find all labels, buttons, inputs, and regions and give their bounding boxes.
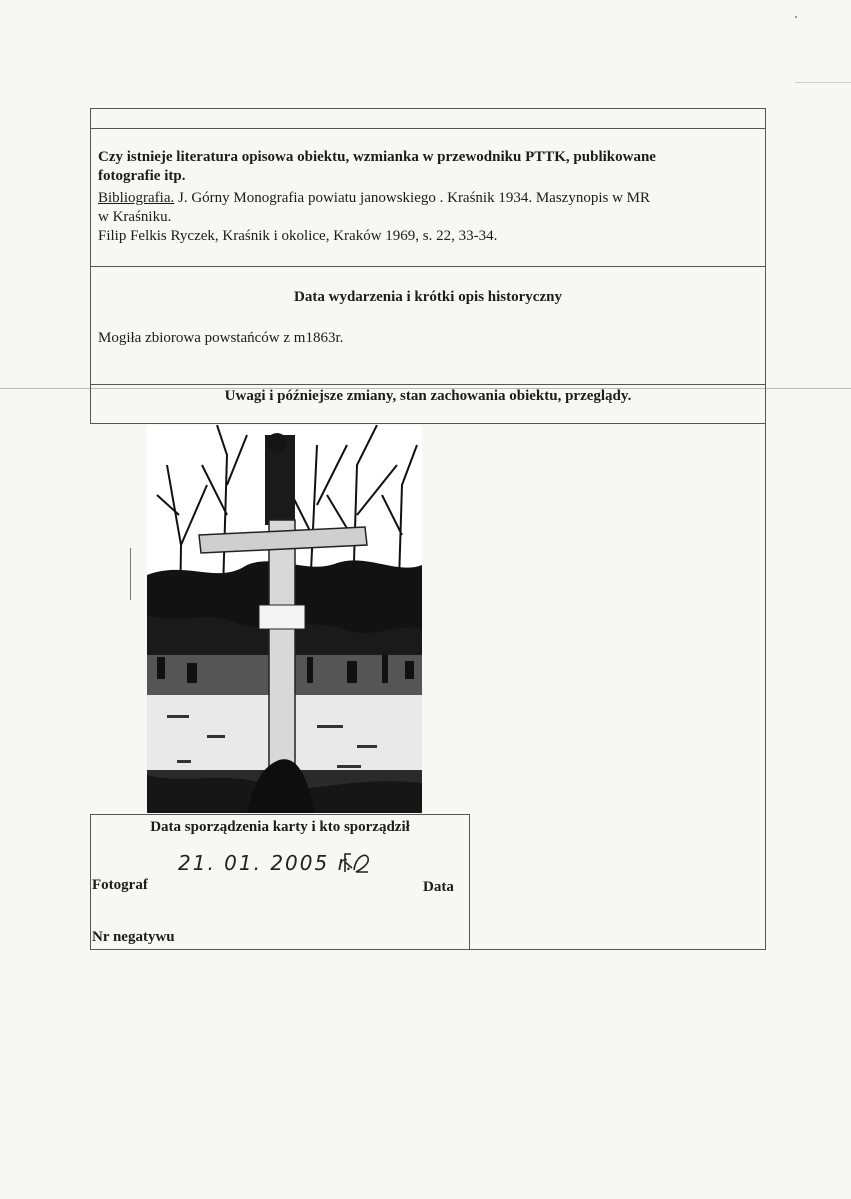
form-border-top [90,108,766,109]
bibliography-entry: J. Górny Monografia powiatu janowskiego . Kraśnik 1934. Maszynopis w MR [174,190,651,206]
bibliography-line-cont: w Kraśniku. [98,209,172,225]
history-description: Mogiła zbiorowa powstańców z m1863r. [98,330,344,346]
handwritten-signature [342,848,372,876]
section-divider [90,423,766,424]
form-border-right [765,108,766,950]
handwritten-date: 21. 01. 2005 r. [178,851,355,875]
literature-heading-cont: fotografie itp. [98,168,186,184]
history-heading: Data wydarzenia i krótki opis historyczny [294,289,562,305]
card-prepared-heading: Data sporządzenia karty i kto sporządził [150,819,410,835]
literature-heading: Czy istnieje literatura opisowa obiektu, wzmianka w przewodniku PTTK, publikowane [98,149,656,165]
scan-artifact [795,16,797,18]
card-box-top [90,814,470,815]
section-divider [90,266,766,267]
date-label: Data [423,879,454,895]
grave-cross-photo [147,425,422,813]
bibliography-label: Bibliografia. [98,190,175,206]
remarks-heading: Uwagi i późniejsze zmiany, stan zachowania obiektu, przeglądy. [224,388,632,404]
form-divider [90,128,766,129]
negative-number-label: Nr negatywu [92,929,175,945]
scan-artifact [795,82,851,83]
section-divider [90,384,766,385]
bibliography-second-entry: Filip Felkis Ryczek, Kraśnik i okolice, Kraków 1969, s. 22, 33-34. [98,228,498,244]
bibliography-line [98,189,650,208]
form-border-bottom [90,949,766,950]
photographer-label: Fotograf [92,877,148,893]
